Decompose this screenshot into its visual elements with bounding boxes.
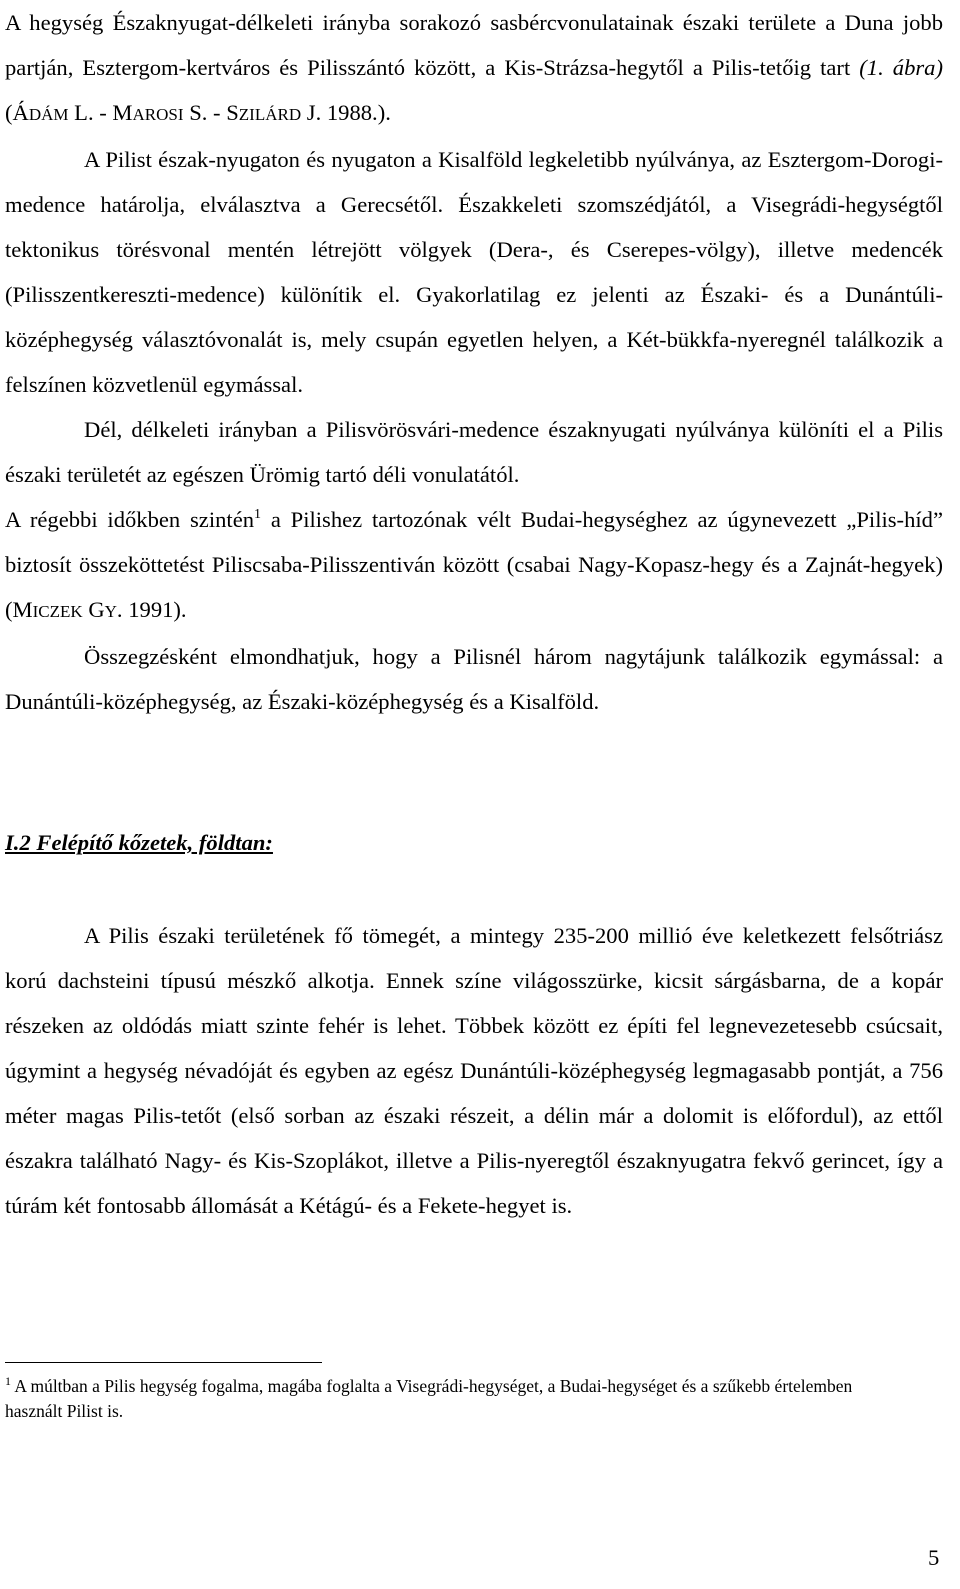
citation-part: . 1991). (116, 597, 187, 622)
section-body (5, 913, 943, 1228)
footnote-separator (5, 1362, 322, 1363)
paragraph-intro (5, 0, 943, 137)
citation-part: (Á (5, 100, 29, 125)
paragraph-pilis-bridge (5, 497, 943, 634)
paragraph-summary: Összegzésként elmondhatjuk, hogy a Pilisnél három nagytájunk találkozik egymással: a Dunántúli-középhegység, az Északi-középhegység és a Kisalföld. (5, 644, 943, 714)
page-number: 5 (928, 1545, 940, 1570)
section-heading-text: I.2 Felépítő kőzetek, földtan: (5, 830, 273, 855)
citation-part: S. - S (183, 100, 239, 125)
citation-smallcaps: ICZEK (32, 602, 83, 621)
citation-smallcaps: AROSI (132, 105, 184, 124)
footnote-mark: 1 (5, 1374, 11, 1388)
citation-part: G (82, 597, 105, 622)
footnote-reference[interactable]: 1 (254, 507, 262, 522)
figure-reference: (1. ábra) (859, 55, 944, 80)
section-heading (5, 826, 273, 860)
citation-smallcaps: DÁM (28, 105, 69, 124)
paragraph-boundaries: A Pilist észak-nyugaton és nyugaton a Kisalföld legkeletibb nyúlványa, az Esztergom-Dorogi-medence határolja, elválasztva a Gerecsétől. Északkeleti szomszédjától, a Visegrádi-hegységtől tektonikus törésvonal mentén létrejött völgyek (Dera-, és Cserepes-völgy), illetve medencék (Pilisszentkereszti-medence) különítik el. Gyakorlatilag ez jelenti az Északi- és a Dunántúli-középhegység választóvonalát is, mely csupán egyetlen helyen, a Két-bükkfa-nyeregnél találkozik a felszínen közvetlenül egymással. (5, 147, 943, 397)
citation-part: L. - M (68, 100, 133, 125)
paragraph-text: a Pilishez tartozónak vélt Budai-hegységhez az úgynevezett „Pilis-híd” biztosít összeköttetést Piliscsaba-Pilisszentiván között (csabai Nagy-Kopasz-hegy és a Zajnát-hegyek) (M (5, 507, 943, 622)
paragraph-text: A régebbi időkben szintén (5, 507, 255, 532)
citation-smallcaps: ZILÁRD (238, 105, 302, 124)
citation-smallcaps: Y (104, 602, 117, 621)
footnote-text: A múltban a Pilis hegység fogalma, magába foglalta a Visegrádi-hegységet, a Budai-hegységet és a szűkebb értelemben használt Pilist is. (5, 1376, 853, 1421)
footnote (5, 1374, 905, 1424)
document-page (5, 0, 943, 724)
paragraph-text: A hegység Északnyugat-délkeleti irányba sorakozó sasbércvonulatainak északi területe a Duna jobb partján, Esztergom-kertváros és Pilisszántó között, a Kis-Strázsa-hegytől a Pilis-tetőig tart (5, 10, 943, 80)
paragraph-south: Dél, délkeleti irányban a Pilisvörösvári-medence északnyugati nyúlványa különíti el a Pilis északi területét az egészen Ürömig tartó déli vonulatától. (5, 417, 943, 487)
paragraph-geology: A Pilis északi területének fő tömegét, a mintegy 235-200 millió éve keletkezett felsőtriász korú dachsteini típusú mészkő alkotja. Ennek színe világosszürke, kicsit sárgásbarna, de a kopár részeken az oldódás miatt szinte fehér is lehet. Többek között ez építi fel legnevezetesebb csúcsait, úgymint a hegység névadóját és egyben az egész Dunántúli-középhegység legmagasabb pontját, a 756 méter magas Pilis-tetőt (első sorban az északi részeit, a délin már a dolomit is előfordul), az ettől északra található Nagy- és Kis-Szoplákot, illetve a Pilis-nyeregtől északnyugatra fekvő gerincet, így a túrám két fontosabb állomását a Kétágú- és a Fekete-hegyet is. (5, 923, 943, 1218)
citation-part: J. 1988.). (301, 100, 391, 125)
